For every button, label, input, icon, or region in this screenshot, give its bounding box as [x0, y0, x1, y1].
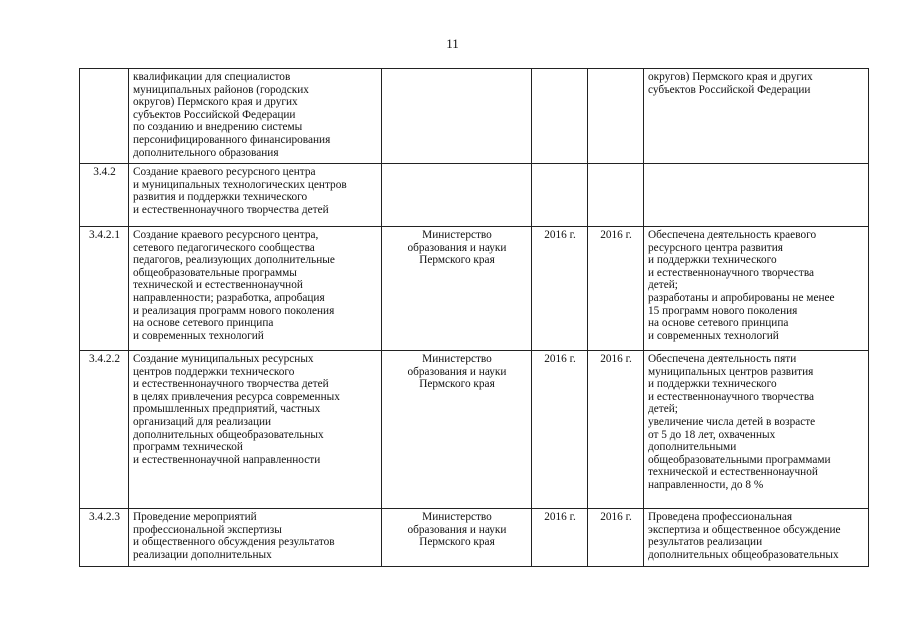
- executor: [382, 164, 532, 227]
- item-number: 3.4.2: [80, 164, 129, 227]
- end-date: 2016 г.: [588, 509, 644, 567]
- table-row: [80, 69, 869, 164]
- expected-result: Обеспечена деятельность краевого ресурсного центра развития и поддержки технического и естественнонаучного творчества детей; разработаны и апробированы не менее 15 программ нового поколения на основе сетевого принципа и современных технологий: [644, 227, 869, 351]
- expected-result: Обеспечена деятельность пяти муниципальных центров развития и поддержки технического и естественнонаучного творчества детей; увеличение числа детей в возрасте от 5 до 18 лет, охваченных дополнительными общеобразовательными программами технической и естественнонаучной направленности, до 8 %: [644, 351, 869, 509]
- executor: [382, 69, 532, 164]
- table-row: [80, 227, 869, 351]
- start-date: 2016 г.: [532, 509, 588, 567]
- start-date: [532, 164, 588, 227]
- executor: Министерство образования и науки Пермского края: [382, 351, 532, 509]
- item-number: 3.4.2.3: [80, 509, 129, 567]
- table-row: [80, 509, 869, 567]
- table-row: [80, 164, 869, 227]
- start-date: [532, 69, 588, 164]
- end-date: 2016 г.: [588, 351, 644, 509]
- activity-name: квалификации для специалистов муниципальных районов (городских округов) Пермского края и других субъектов Российской Федерации по созданию и внедрению системы персонифицированного финансирования дополнительного образования: [129, 69, 382, 164]
- activity-name: Проведение мероприятий профессиональной экспертизы и общественного обсуждения результатов реализации дополнительных: [129, 509, 382, 567]
- start-date: 2016 г.: [532, 351, 588, 509]
- start-date: 2016 г.: [532, 227, 588, 351]
- item-number: 3.4.2.2: [80, 351, 129, 509]
- item-number: 3.4.2.1: [80, 227, 129, 351]
- table-row: [80, 351, 869, 509]
- item-number: [80, 69, 129, 164]
- plan-table: [79, 68, 869, 567]
- end-date: 2016 г.: [588, 227, 644, 351]
- page-number: 11: [446, 36, 459, 51]
- expected-result: Проведена профессиональная экспертиза и общественное обсуждение результатов реализации дополнительных общеобразовательных: [644, 509, 869, 567]
- end-date: [588, 69, 644, 164]
- expected-result: [644, 164, 869, 227]
- executor: Министерство образования и науки Пермского края: [382, 509, 532, 567]
- activity-name: Создание краевого ресурсного центра, сетевого педагогического сообщества педагогов, реализующих дополнительные общеобразовательные программы технической и естественнонаучной направленности; разработка, апробация и реализация программ нового поколения на основе сетевого принципа и современных технологий: [129, 227, 382, 351]
- end-date: [588, 164, 644, 227]
- activity-name: Создание муниципальных ресурсных центров поддержки технического и естественнонаучного творчества детей в целях привлечения ресурса современных промышленных предприятий, частных организаций для реализации дополнительных общеобразовательных программ технической и естественнонаучной направленности: [129, 351, 382, 509]
- activity-name: Создание краевого ресурсного центра и муниципальных технологических центров развития и поддержки технического и естественнонаучного творчества детей: [129, 164, 382, 227]
- expected-result: округов) Пермского края и других субъектов Российской Федерации: [644, 69, 869, 164]
- executor: Министерство образования и науки Пермского края: [382, 227, 532, 351]
